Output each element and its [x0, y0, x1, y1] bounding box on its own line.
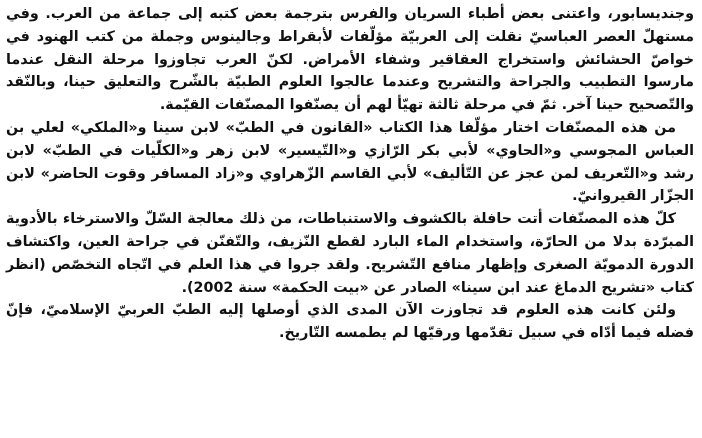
paragraph-1: وجنديسابور، واعتنى بعض أطباء السريان والفرس بترجمة بعض كتبه إلى جماعة من العرب. وفي مستهلّ العصر العباسيّ نقلت إلى العربيّة مؤلّفات لأبقراط وجالينوس وجملة من كتب الهنود في خواصّ الحشائش واستخراج العقاقير وشفاء الأمراض. لكنّ العرب تجاوزوا مرحلة النقل عندما مارسوا التطبيب والجراحة والتشريح وعندما عالجوا العلوم الطبيّة بالشّرح والتعليق حينا، وبالنّقد والتّصحيح حينا آخر. ثمّ في مرحلة ثالثة تهيّأ لهم أن يصنّفوا المصنّفات القيّمة.	[6, 6, 694, 114]
paragraph-4: ولئن كانت هذه العلوم قد تجاوزت الآن المدى الذي أوصلها إليه الطبّ العربيّ الإسلاميّ، فإنّ فضله فيما أدّاه في سبيل تقدّمها ورقيّها لم يطمسه التّاريخ.	[6, 302, 694, 342]
paragraph-2: من هذه المصنّفات اختار مؤلّفا هذا الكتاب «القانون في الطبّ» لابن سينا و«الملكي» لعلي بن العباس المجوسي و«الحاوي» لأبي بكر الرّازي و«التّيسير» لابن زهر و«الكلّيات في الطبّ» لابن رشد و«التّعريف لمن عجز عن التّأليف» لأبي القاسم الزّهراوي و«زاد المسافر وقوت الحاضر» لابن الجزّار القيروانيّ.	[6, 119, 694, 205]
paragraph-3: كلّ هذه المصنّفات أتت حافلة بالكشوف والاستنباطات، من ذلك معالجة السّلّ والاسترخاء بالأدوية المبرّدة بدلا من الحارّة، واستخدام الماء البارد لقطع النّزيف، والتّفنّن في جراحة العين، واكتشاف الدورة الدمويّة الصغرى وإظهار منافع التّشريح. ولقد جروا في هذا العلم في اتّجاه التخصّص (انظر كتاب «تشريح الدماغ عند ابن سينا» الصادر عن «بيت الحكمة» سنة 2002).	[6, 211, 694, 296]
